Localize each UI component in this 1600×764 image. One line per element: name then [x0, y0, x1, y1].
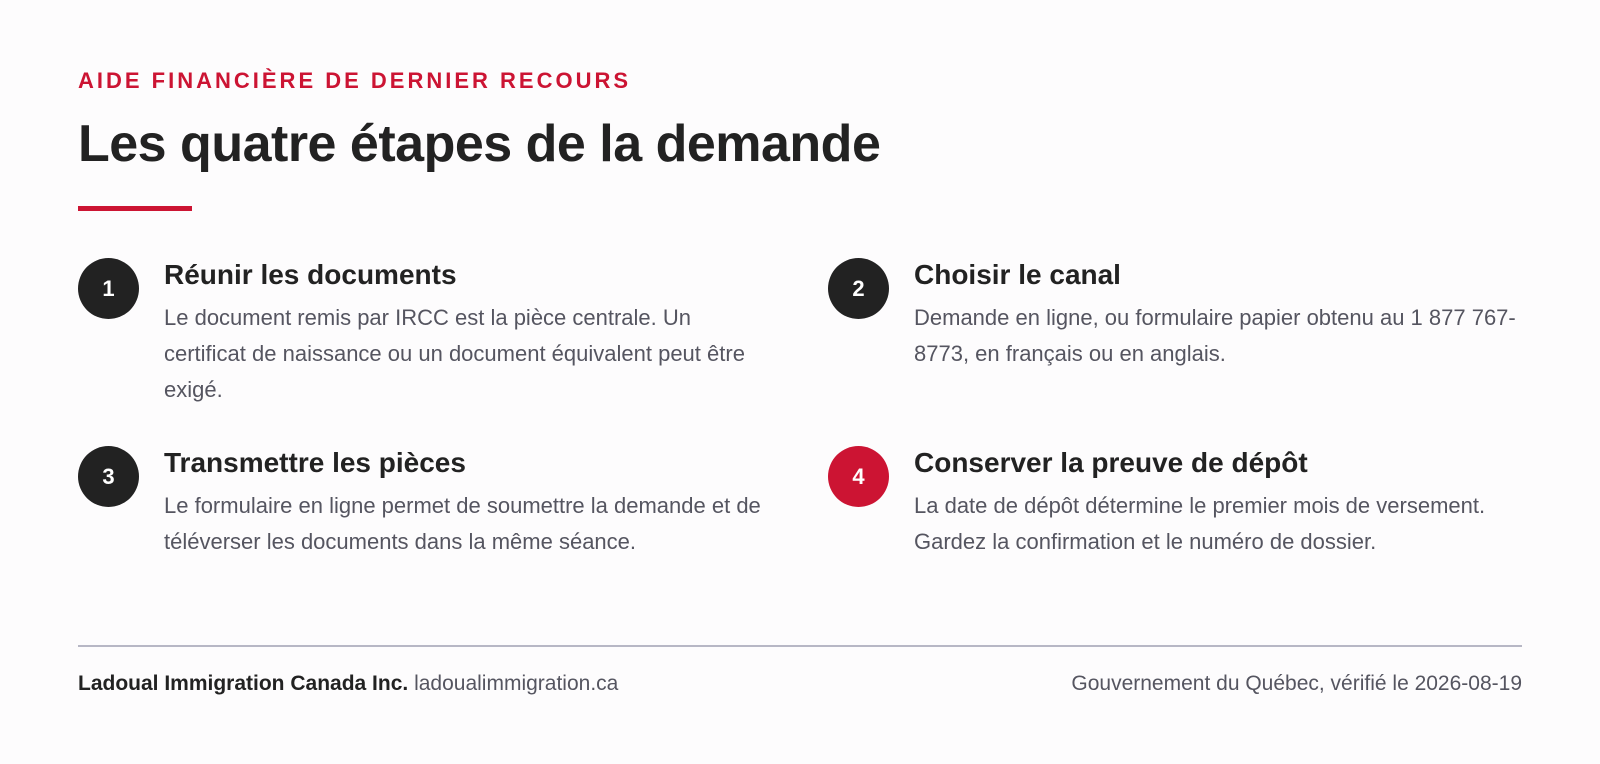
footer-branding [78, 672, 618, 696]
step-body [164, 446, 774, 560]
title-accent-rule [78, 206, 192, 211]
step-description: Le document remis par IRCC est la pièce centrale. Un certificat de naissance ou un document équivalent peut être exigé. [164, 305, 745, 402]
step-body [164, 258, 774, 408]
step-title: Transmettre les pièces [164, 447, 466, 478]
step-description: Le formulaire en ligne permet de soumettre la demande et de téléverser les documents dans la même séance. [164, 493, 761, 554]
step-body [914, 258, 1524, 372]
step-description: Demande en ligne, ou formulaire papier obtenu au 1 877 767-8773, en français ou en anglais. [914, 305, 1516, 366]
step-title: Conserver la preuve de dépôt [914, 447, 1308, 478]
step-number-badge: 2 [828, 258, 889, 319]
eyebrow-label: AIDE FINANCIÈRE DE DERNIER RECOURS [78, 68, 632, 93]
company-name: Ladoual Immigration Canada Inc. [78, 672, 409, 695]
infographic-page [78, 0, 1522, 764]
step-number-badge: 1 [78, 258, 139, 319]
website-link[interactable]: ladoualimmigration.ca [414, 672, 619, 695]
source-note: Gouvernement du Québec, vérifié le 2026-08-19 [1071, 672, 1522, 695]
step-title: Choisir le canal [914, 259, 1121, 290]
step-number-badge: 4 [828, 446, 889, 507]
page-title: Les quatre étapes de la demande [78, 115, 881, 173]
step-body [914, 446, 1524, 560]
footer-divider [78, 645, 1522, 647]
step-number-badge: 3 [78, 446, 139, 507]
step-title: Réunir les documents [164, 259, 457, 290]
step-description: La date de dépôt détermine le premier mois de versement. Gardez la confirmation et le numéro de dossier. [914, 493, 1486, 554]
